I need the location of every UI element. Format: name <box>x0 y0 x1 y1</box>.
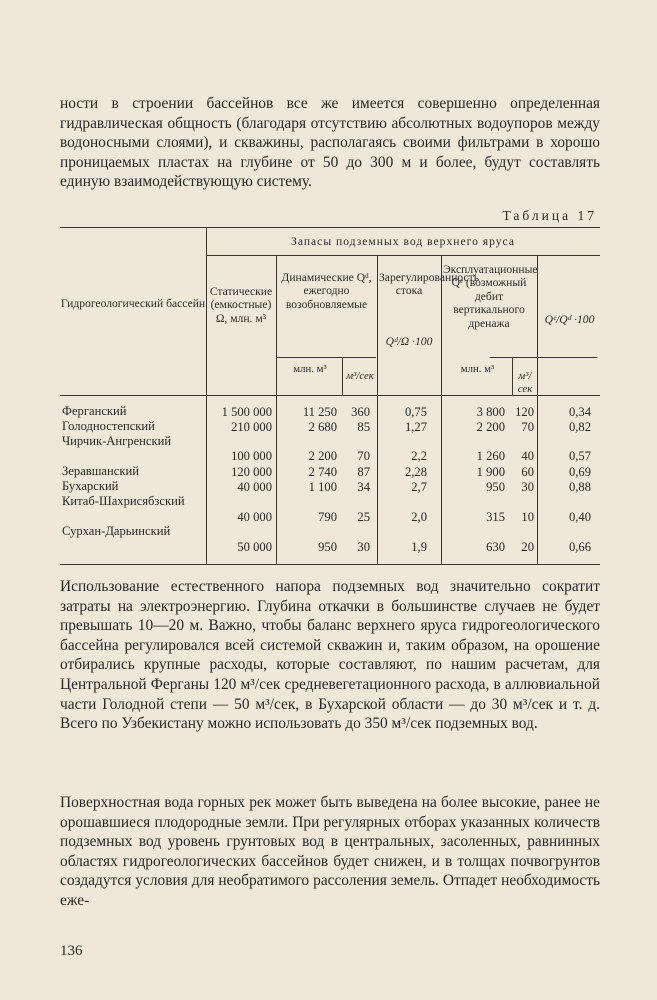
basin-name: Бухарский <box>62 479 119 493</box>
cell-dyn-mln: 2 740 <box>308 465 337 479</box>
paragraph-intro: ности в строении бассейнов все же имеется совершенно определенная гидравлическая общность (благодаря отсутствию абсолютных водоупоров между водоносными слоями), и скважины, располагаясь своими фильтрами в хорошо проницаемых пластах на глубине от 50 до 300 м и более, будут составлять единую взаимодействующую систему. <box>60 95 600 191</box>
cell-static: 210 000 <box>231 420 272 434</box>
header-static: Статические (емкостные) Ω, млн. м³ <box>209 285 273 325</box>
header-dynamic: Динамические Qᵈ, ежегодно возобновляемые <box>281 271 372 311</box>
cell-exp-mln: 315 <box>486 510 505 524</box>
cell-static: 50 000 <box>237 540 272 554</box>
cell-dyn-mln: 2 680 <box>308 420 337 434</box>
cell-dyn-mln: 950 <box>318 540 337 554</box>
cell-ratio: 0,88 <box>568 480 591 494</box>
cell-exp-mln: 950 <box>486 480 505 494</box>
cell-dyn-mln: 2 200 <box>308 449 337 463</box>
cell-ratio: 0,66 <box>568 540 591 554</box>
dynamic-sub-rule <box>276 357 376 358</box>
cell-ratio: 0,40 <box>568 510 591 524</box>
cell-dyn-sec: 30 <box>357 540 370 554</box>
header-unit-mln: млн. м³ <box>460 363 495 375</box>
cell-regulated: 1,27 <box>404 420 427 434</box>
cell-dyn-sec: 70 <box>357 449 370 463</box>
cell-dyn-sec: 87 <box>357 465 370 479</box>
group-rule <box>206 255 600 256</box>
basin-name: Чирчик-Ангренский <box>62 434 172 448</box>
basin-name: Ферганский <box>62 404 127 418</box>
cell-exp-sec: 30 <box>521 480 534 494</box>
cell-exp-mln: 2 200 <box>476 420 505 434</box>
cell-exp-mln: 3 800 <box>476 405 505 419</box>
cell-dyn-mln: 790 <box>318 510 337 524</box>
cell-regulated: 2,2 <box>411 449 427 463</box>
header-basin: Гидрогеологический бассейн <box>60 297 206 310</box>
table-bottom-rule <box>60 564 600 565</box>
cell-static: 1 500 000 <box>221 405 272 419</box>
cell-regulated: 2,0 <box>411 510 427 524</box>
header-group: Запасы подземных вод верхнего яруса <box>291 235 515 248</box>
cell-exp-sec: 60 <box>521 465 534 479</box>
paragraph-surface-water: Поверхностная вода горных рек может быть выведена на более высокие, ранее не орошавшиеся плодородные земли. При регулярных отборах указанных количеств подземных вод уровень грунтовых вод в центральных, засоленных, равнинных областях гидрогеологических бассейнов будет снижен, и в толщах почвогрунтов создадутся условия для необратимого рассоления земель. Отпадет необходимость еже- <box>60 794 600 909</box>
cell-exp-mln: 630 <box>486 540 505 554</box>
header-exploit: Эксплуатационные Qᵉ (возможный дебит вертикального дренажа <box>443 263 538 330</box>
header-ratio: Qᵉ/Qᵈ ·100 <box>544 313 595 326</box>
cell-regulated: 0,75 <box>404 405 427 419</box>
table-label: Таблица 17 <box>502 208 597 223</box>
cell-exp-sec: 40 <box>521 449 534 463</box>
groundwater-table <box>60 227 600 564</box>
cell-exp-sec: 20 <box>521 540 534 554</box>
cell-regulated: 2,7 <box>411 480 427 494</box>
cell-ratio: 0,57 <box>568 449 591 463</box>
header-regulated: Зарегулированность стока <box>379 271 479 298</box>
exploit-sub-rule <box>490 357 597 358</box>
cell-dyn-mln: 1 100 <box>308 480 337 494</box>
basin-name: Зеравшанский <box>62 464 139 478</box>
cell-static: 40 000 <box>237 480 272 494</box>
table-top-rule <box>60 227 600 228</box>
cell-ratio: 0,69 <box>568 465 591 479</box>
cell-regulated: 2,28 <box>404 465 427 479</box>
cell-exp-sec: 120 <box>515 405 534 419</box>
cell-exp-sec: 10 <box>521 510 534 524</box>
cell-dyn-sec: 360 <box>351 405 370 419</box>
cell-dyn-sec: 25 <box>357 510 370 524</box>
cell-regulated: 1,9 <box>411 540 427 554</box>
cell-ratio: 0,82 <box>568 420 591 434</box>
cell-dyn-mln: 11 250 <box>302 405 337 419</box>
cell-static: 100 000 <box>231 449 272 463</box>
basin-name: Голодностепский <box>62 419 155 433</box>
basin-name: Сурхан-Дарьинский <box>62 524 171 538</box>
basin-name: Китаб-Шахрисябзский <box>62 494 185 508</box>
cell-ratio: 0,34 <box>568 405 591 419</box>
header-unit-sec: м³/сек <box>346 370 374 382</box>
header-regulated-formula: Qᵈ/Ω ·100 <box>385 335 433 348</box>
cell-exp-sec: 70 <box>521 420 534 434</box>
page-number: 136 <box>60 943 83 959</box>
cell-dyn-sec: 34 <box>357 480 370 494</box>
paragraph-pressure: Использование естественного напора подземных вод значительно сократит затраты на электроэнергию. Глубина откачки в большинстве случаев не будет превышать 10—20 м. Важно, чтобы баланс верхнего яруса гидрогеологического бассейна регулировался всей системой скважин и, таким образом, на орошение отбирались крупные расходы, которые составляют, по нашим расчетам, для Центральной Ферганы 120 м³/сек средневегетационного расхода, в аллювиальной части Голодной степи — 50 м³/сек, в Бухарской области — до 30 м³/сек и т. д. Всего по Узбекистану можно использовать до 350 м³/сек подземных вод. <box>60 578 600 733</box>
header-unit-sec: м³/сек <box>517 370 533 396</box>
cell-static: 120 000 <box>231 465 272 479</box>
cell-dyn-sec: 85 <box>357 420 370 434</box>
cell-static: 40 000 <box>237 510 272 524</box>
header-unit-mln: млн. м³ <box>293 363 327 375</box>
cell-exp-mln: 1 900 <box>476 465 505 479</box>
cell-exp-mln: 1 260 <box>476 449 505 463</box>
